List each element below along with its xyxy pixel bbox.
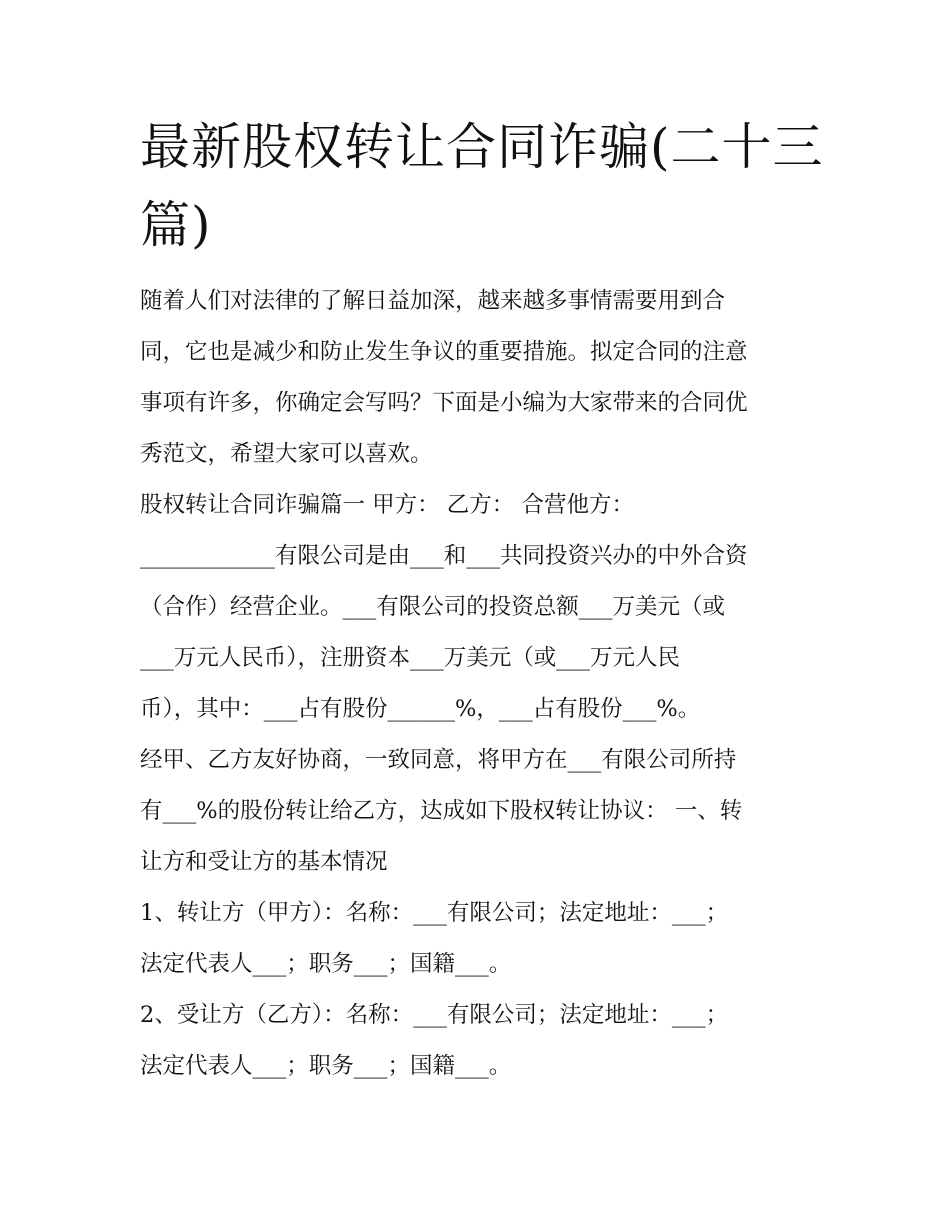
body-line-7: （合作）经营企业。___有限公司的投资总额___万美元（或 [140, 594, 726, 620]
body-line-1: 随着人们对法律的了解日益加深，越来越多事情需要用到合 [140, 288, 726, 314]
document-title [140, 108, 824, 264]
body-line-12: 让方和受让方的基本情况 [140, 849, 388, 875]
transferee-line-1: 2、受让方（乙方）：名称：___有限公司；法定地址：___； [140, 1002, 729, 1028]
transferor-line-2: 法定代表人___；职务___；国籍___。 [140, 951, 512, 977]
body-line-11: 有___%的股份转让给乙方，达成如下股权转让协议： 一、转 [140, 798, 743, 824]
body-line-6: ____________有限公司是由___和___共同投资兴办的中外合资 [140, 543, 748, 569]
title-line-2: 篇) [140, 196, 212, 254]
transferee-line-2: 法定代表人___；职务___；国籍___。 [140, 1053, 512, 1079]
body-line-2: 同，它也是减少和防止发生争议的重要措施。拟定合同的注意 [140, 339, 748, 365]
body-line-9: 币），其中：___占有股份______%，___占有股份___%。 [140, 696, 701, 722]
section-heading-line: 股权转让合同诈骗篇一 甲方： 乙方： 合营他方： [140, 492, 634, 518]
title-line-1: 最新股权转让合同诈骗(二十三 [140, 118, 824, 176]
transferor-line-1: 1、转让方（甲方）：名称：___有限公司；法定地址：___； [140, 900, 729, 926]
body-line-10: 经甲、乙方友好协商，一致同意，将甲方在___有限公司所持 [140, 747, 737, 773]
body-line-8: ___万元人民币），注册资本___万美元（或___万元人民 [140, 645, 681, 671]
body-line-4: 秀范文，希望大家可以喜欢。 [140, 441, 433, 467]
body-line-3: 事项有许多，你确定会写吗？下面是小编为大家带来的合同优 [140, 390, 748, 416]
